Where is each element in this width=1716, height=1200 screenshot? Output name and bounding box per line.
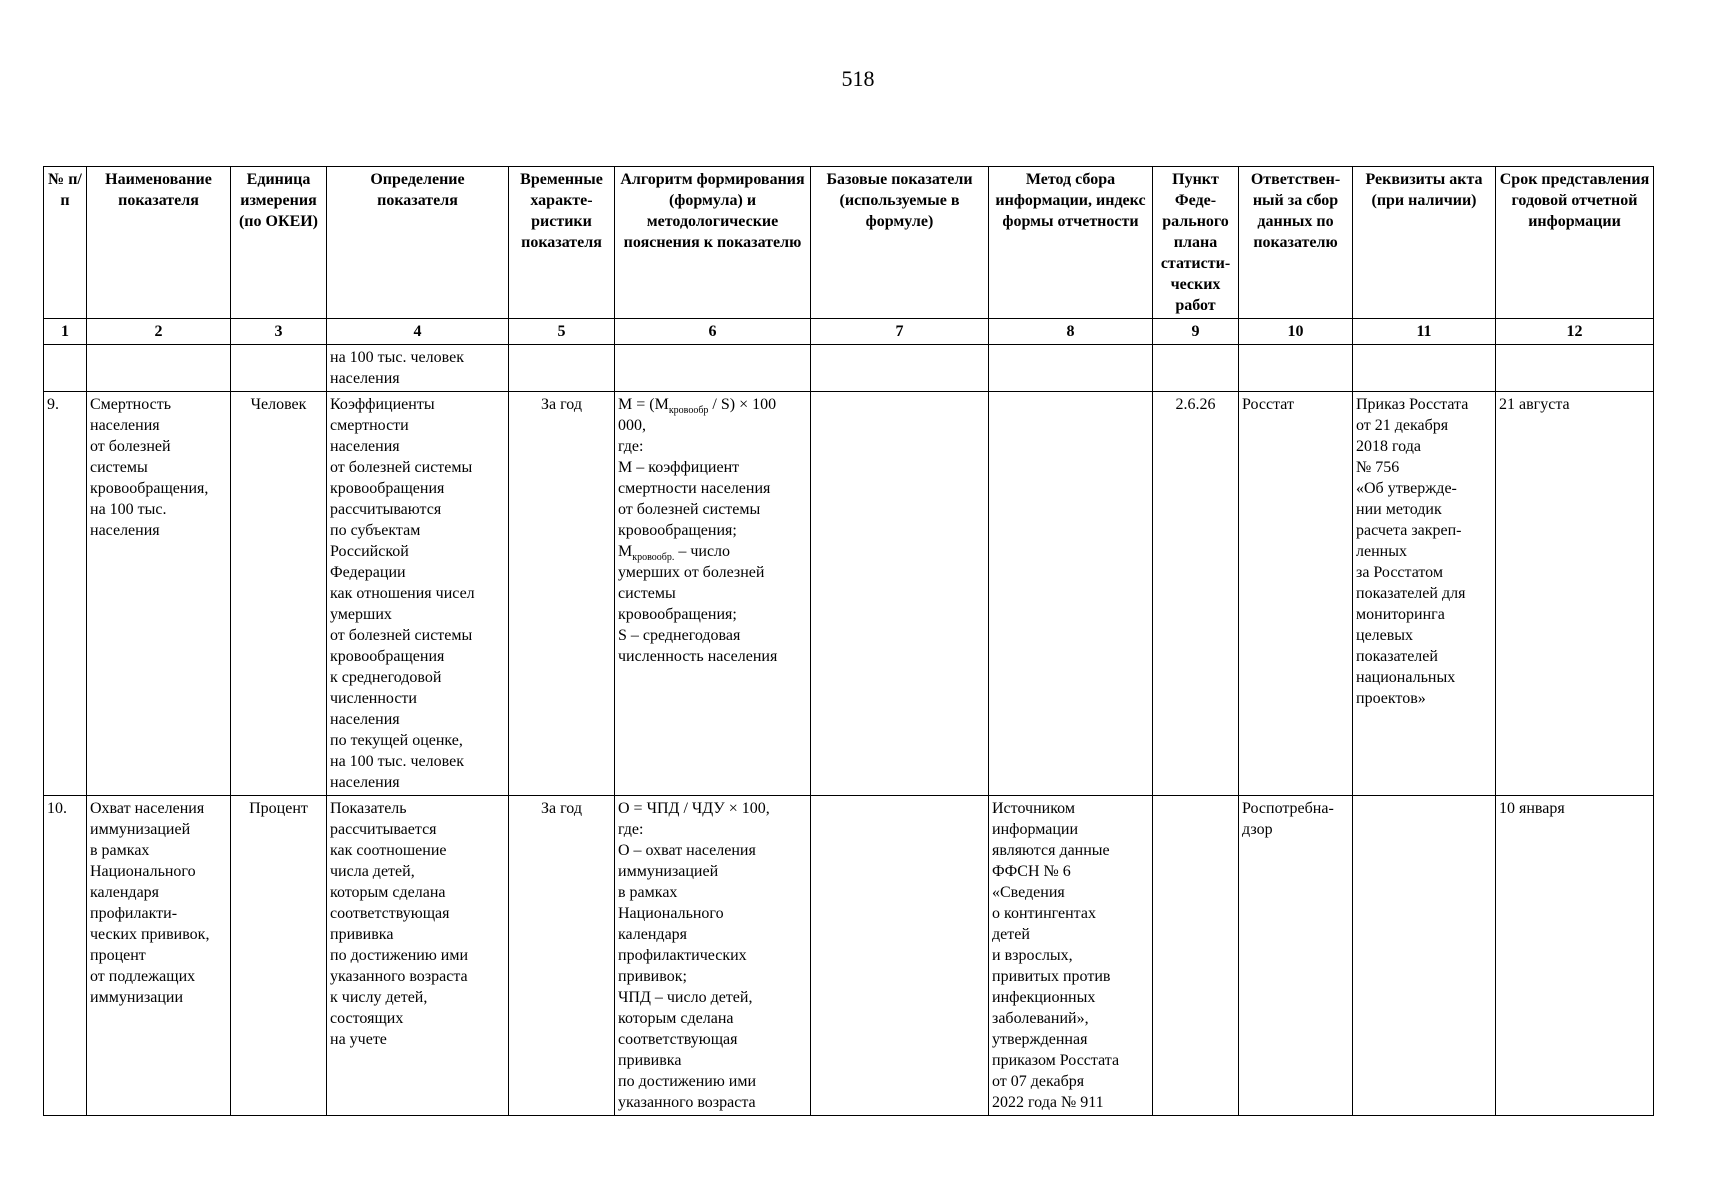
header-definition: Определение показателя [327, 167, 509, 319]
column-number: 5 [509, 319, 615, 345]
definition: Коэффициенты смертности населения от болезней системы кровообращения рассчитываются по субъектам Российской Федерации как отношения чисел умерших от болезней системы кровообращения к среднегодовой численности населения по текущей оценке, на 100 тыс. человек населения [327, 392, 509, 796]
column-number: 8 [989, 319, 1153, 345]
plan-item: 2.6.26 [1153, 392, 1239, 796]
header-row [44, 167, 1654, 319]
column-number: 1 [44, 319, 87, 345]
collection-method [989, 392, 1153, 796]
indicator-name: Охват населения иммунизацией в рамках Национального календаря профилакти- ческих прививок, процент от подлежащих иммунизации [87, 796, 231, 1116]
column-number: 2 [87, 319, 231, 345]
indicator-name: Смертность населения от болезней системы кровообращения, на 100 тыс. населения [87, 392, 231, 796]
algorithm-subscript: кровообр [668, 405, 709, 417]
header-deadline: Срок представления годовой отчетной информации [1496, 167, 1654, 319]
column-number: 12 [1496, 319, 1654, 345]
header-number: № п/п [44, 167, 87, 319]
base-indicators [811, 796, 989, 1116]
header-base-indicators: Базовые показатели (используемые в формуле) [811, 167, 989, 319]
collection-method: Источником информации являются данные ФФСН № 6 «Сведения о контингентах детей и взрослых, привитых против инфекционных заболеваний», утвержденная приказом Росстата от 07 декабря 2022 года № 911 [989, 796, 1153, 1116]
algorithm-part: / S) × 100 000, где: M – коэффициент смертности населения от болезней системы кровообращения; M [618, 396, 777, 560]
continuation-definition: на 100 тыс. человек населения [327, 345, 509, 392]
column-number: 4 [327, 319, 509, 345]
header-unit: Единица измерения (по ОКЕИ) [231, 167, 327, 319]
time-characteristic: За год [509, 392, 615, 796]
time-characteristic: За год [509, 796, 615, 1116]
continuation-row [44, 345, 1654, 392]
header-collection-method: Метод сбора информации, индекс формы отчетности [989, 167, 1153, 319]
header-algorithm: Алгоритм формирования (формула) и методологические пояснения к показателю [615, 167, 811, 319]
header-plan-item: Пункт Феде-рального плана статисти-ческих работ [1153, 167, 1239, 319]
act-details [1353, 796, 1496, 1116]
column-number: 3 [231, 319, 327, 345]
header-time: Временные характе-ристики показателя [509, 167, 615, 319]
table-row [44, 392, 1654, 796]
column-number: 11 [1353, 319, 1496, 345]
responsible: Росстат [1239, 392, 1353, 796]
deadline: 21 августа [1496, 392, 1654, 796]
row-number: 10. [44, 796, 87, 1116]
deadline: 10 января [1496, 796, 1654, 1116]
unit: Процент [231, 796, 327, 1116]
column-number: 10 [1239, 319, 1353, 345]
algorithm: О = ЧПД / ЧДУ × 100, где: О – охват населения иммунизацией в рамках Национального календаря профилактических прививок; ЧПД – число детей, которым сделана соответствующая прививка по достижению ими указанного возраста [615, 796, 811, 1116]
act-details: Приказ Росстата от 21 декабря 2018 года № 756 «Об утвержде- нии методик расчета закреп- ленных за Росстатом показателей для мониторинга целевых показателей национальных проектов» [1353, 392, 1496, 796]
algorithm-part: M = (M [618, 396, 669, 413]
definition: Показатель рассчитывается как соотношение числа детей, которым сделана соответствующая прививка по достижению ими указанного возраста к числу детей, состоящих на учете [327, 796, 509, 1116]
column-numbers-row [44, 319, 1654, 345]
header-responsible: Ответствен-ный за сбор данных по показателю [1239, 167, 1353, 319]
algorithm-subscript: кровообр. [632, 552, 675, 564]
responsible: Роспотребна- дзор [1239, 796, 1353, 1116]
table-row [44, 796, 1654, 1116]
base-indicators [811, 392, 989, 796]
indicators-table [43, 166, 1654, 1116]
column-number: 7 [811, 319, 989, 345]
plan-item [1153, 796, 1239, 1116]
unit: Человек [231, 392, 327, 796]
header-act-details: Реквизиты акта (при наличии) [1353, 167, 1496, 319]
column-number: 6 [615, 319, 811, 345]
row-number: 9. [44, 392, 87, 796]
page-number: 518 [841, 66, 875, 91]
column-number: 9 [1153, 319, 1239, 345]
algorithm-part: – число умерших от болезней системы кровообращения; S – среднегодовая численность населения [618, 543, 778, 665]
algorithm [615, 392, 811, 796]
header-name: Наименование показателя [87, 167, 231, 319]
